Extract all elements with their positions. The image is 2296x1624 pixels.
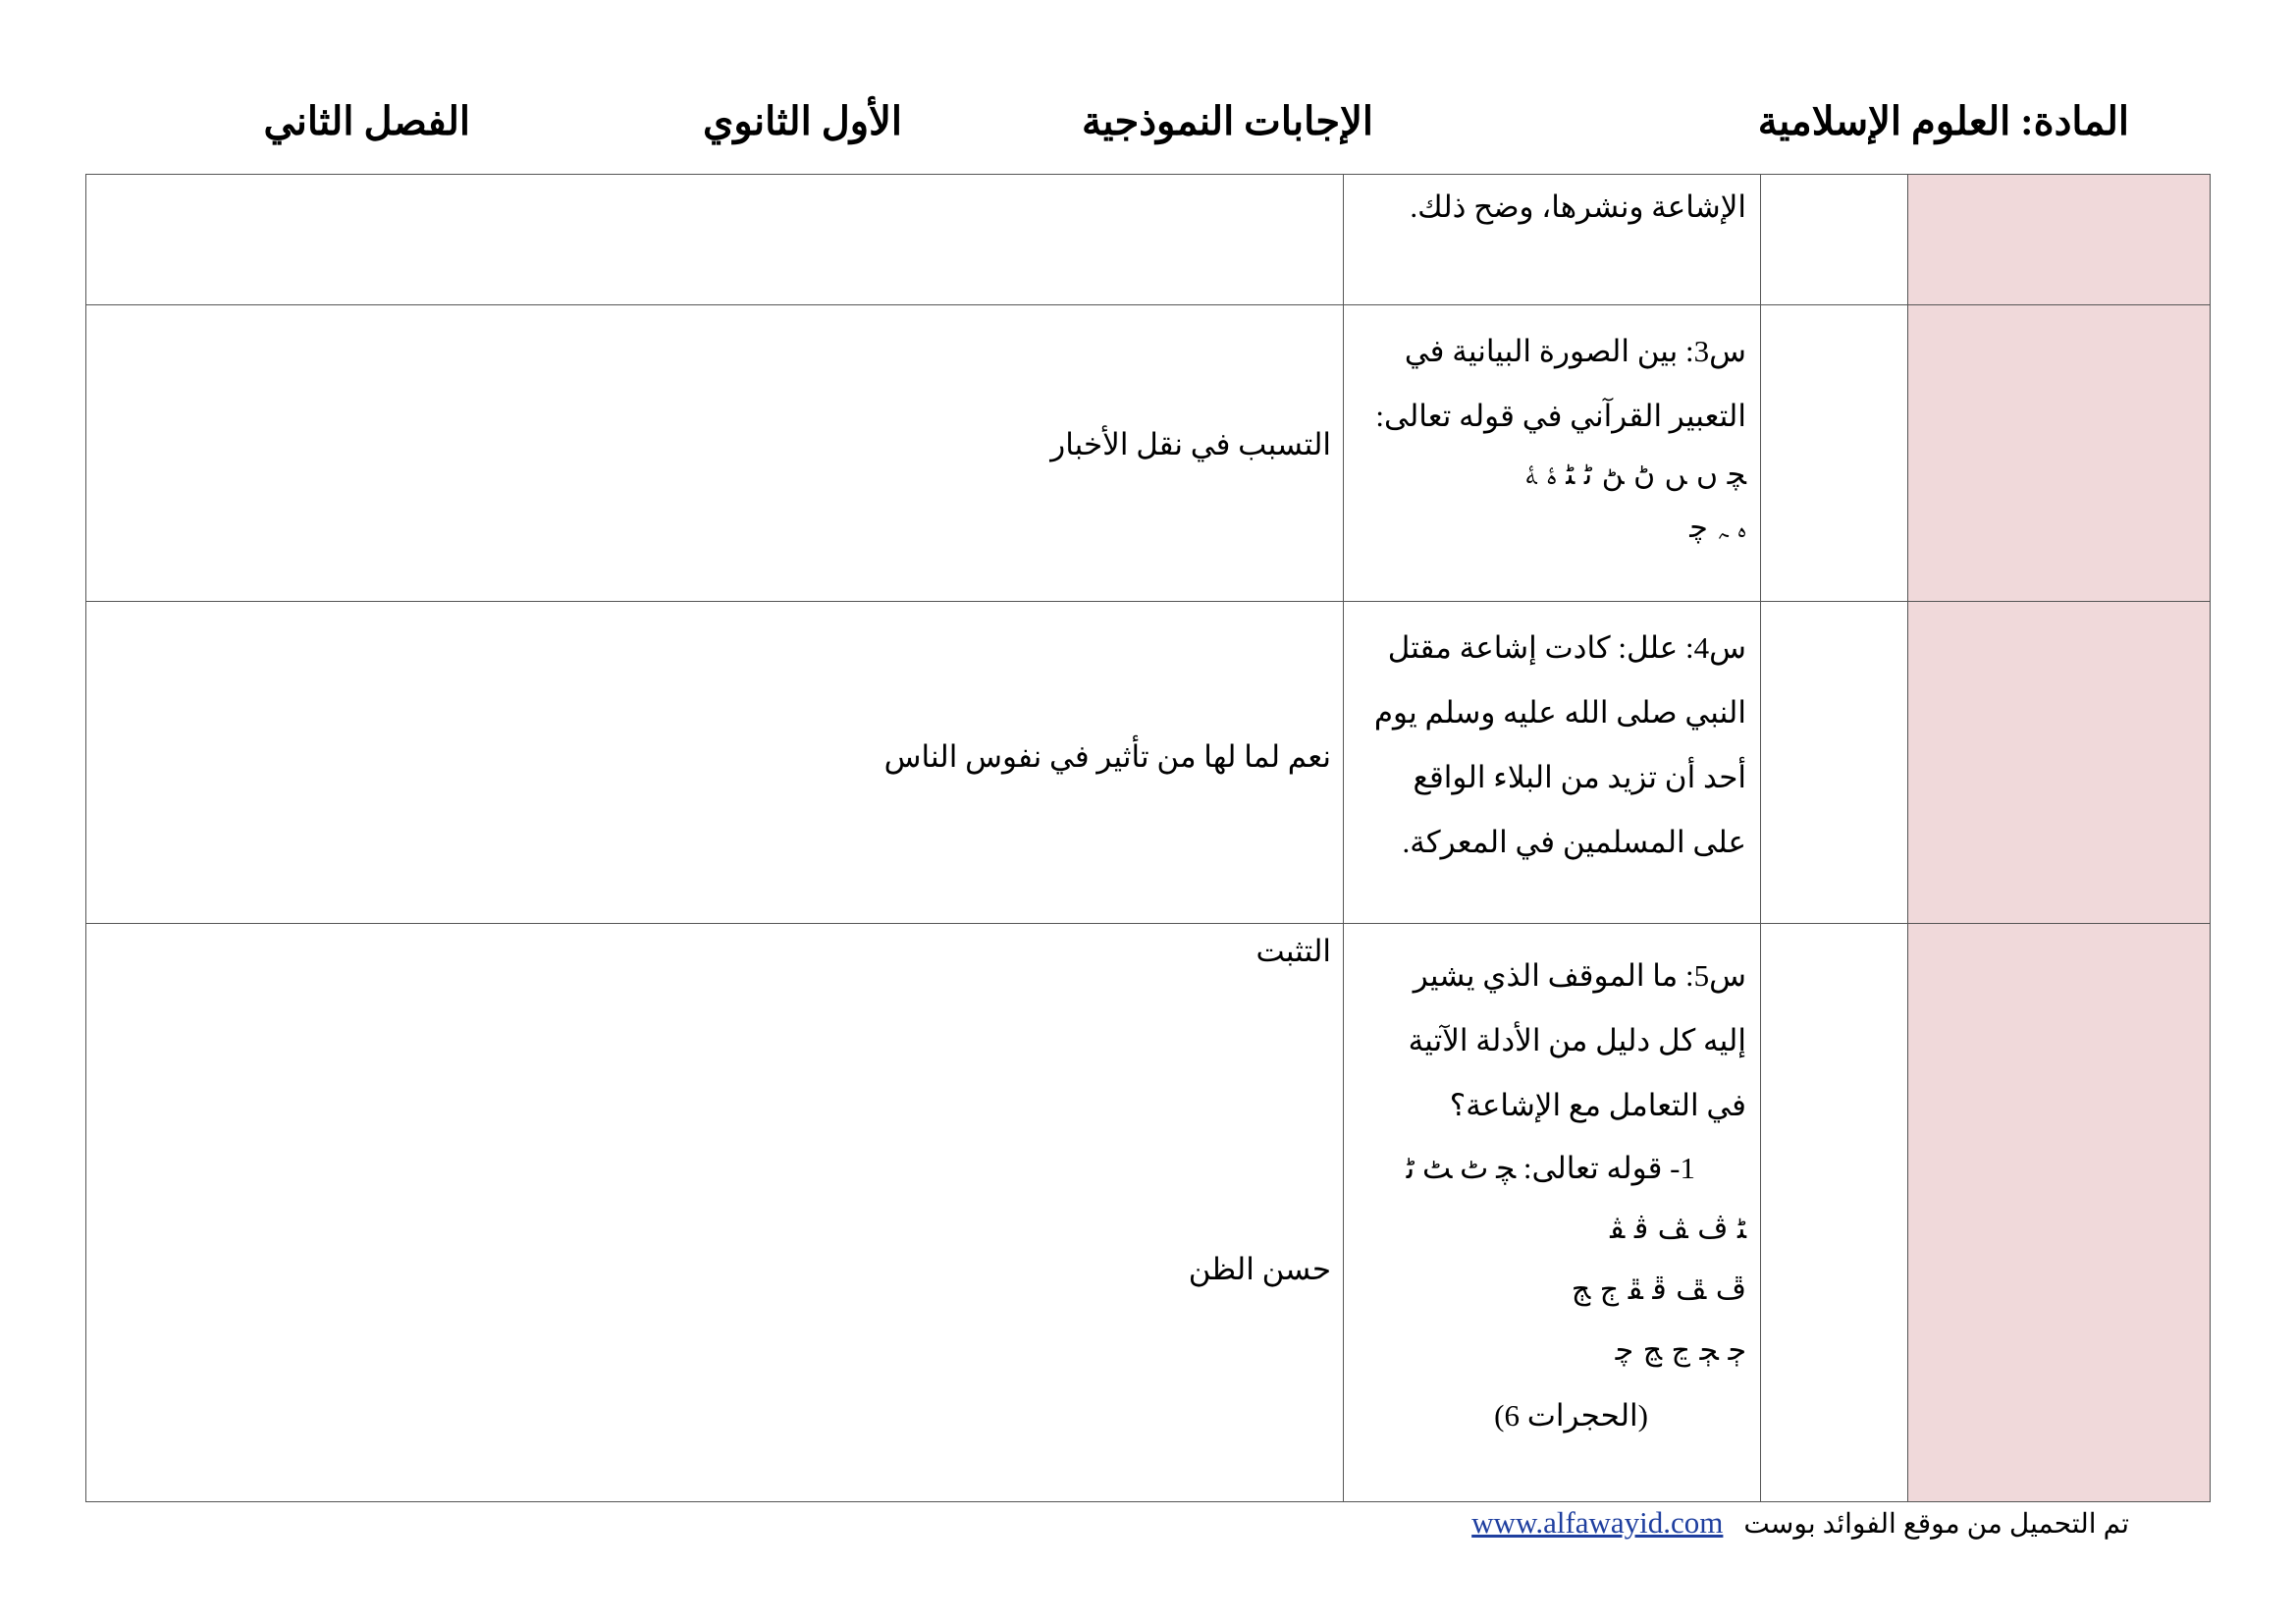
question-line: س4: علل: كادت إشاعة مقتل: [1387, 630, 1746, 665]
quran-glyph-line: ﮦ ﮧ ﭼ: [1689, 511, 1746, 545]
mark-cell: [1908, 924, 2211, 1502]
answer-text: نعم لما لها من تأثير في نفوس الناس: [883, 739, 1331, 774]
table-row: [86, 924, 2211, 1502]
document-type-title: الإجابات النموذجية: [1081, 99, 1373, 143]
question-line: أحد أن تزيد من البلاء الواقع: [1413, 760, 1746, 794]
footer-source-text: تم التحميل من موقع الفوائد بوست: [1743, 1509, 2129, 1540]
quran-glyph-line: ﭽ ﮞ ﮟ ﮠ ﮡ ﮢ ﮣ ﮤ ﮥ: [1524, 458, 1746, 492]
table-row: [86, 305, 2211, 602]
question-line: في التعامل مع الإشاعة؟: [1449, 1088, 1746, 1122]
question-line: إليه كل دليل من الأدلة الآتية: [1408, 1023, 1746, 1057]
footer: [1471, 1505, 2129, 1541]
answer-text: حسن الظن: [1188, 1252, 1331, 1286]
table-row: [86, 175, 2211, 305]
quran-glyph-line: ﭮ ﭯ ﭰ ﭱ ﭲ ﭳ: [1571, 1272, 1746, 1307]
question-cell: [1344, 175, 1761, 305]
grade-cell: [1761, 175, 1908, 305]
subject-title: المادة: العلوم الإسلامية: [1757, 99, 2129, 143]
question-line: النبي صلى الله عليه وسلم يوم: [1373, 695, 1746, 730]
question-cell: [1344, 305, 1761, 602]
question-cell: [1344, 924, 1761, 1502]
grade-cell: [1761, 602, 1908, 924]
grade-cell: [1761, 305, 1908, 602]
question-line: س3: بين الصورة البيانية في: [1404, 334, 1746, 368]
answer-cell: [86, 175, 1344, 305]
answer-cell: [86, 305, 1344, 602]
grade-title: الأول الثانوي: [703, 99, 902, 143]
question-sub-item: 1- قوله تعالى: ﭽ ﭦ ﭧ ﭨ: [1406, 1151, 1695, 1185]
verse-reference: (الحجرات 6): [1494, 1398, 1648, 1433]
answer-cell: [86, 924, 1344, 1502]
question-line: على المسلمين في المعركة.: [1402, 825, 1746, 859]
answers-table: [85, 174, 2211, 1502]
question-line: الإشاعة ونشرها، وضح ذلك.: [1410, 189, 1746, 224]
mark-cell: [1908, 305, 2211, 602]
question-line: التعبير القرآني في قوله تعالى:: [1375, 399, 1746, 433]
quran-glyph-line: ﭴ ﭵ ﭶ ﭷ ﭼ: [1615, 1333, 1746, 1368]
grade-cell: [1761, 924, 1908, 1502]
question-cell: [1344, 602, 1761, 924]
answer-text: التسبب في نقل الأخبار: [1050, 427, 1331, 461]
answer-cell: [86, 602, 1344, 924]
table-row: [86, 602, 2211, 924]
term-title: الفصل الثاني: [263, 99, 470, 143]
mark-cell: [1908, 175, 2211, 305]
website-link[interactable]: www.alfawayid.com: [1471, 1505, 1724, 1540]
quran-glyph-line: ﭩ ﭪ ﭫ ﭬ ﭭ: [1610, 1212, 1746, 1246]
question-line: س5: ما الموقف الذي يشير: [1413, 958, 1746, 993]
mark-cell: [1908, 602, 2211, 924]
answer-text: التثبت: [1255, 934, 1331, 968]
